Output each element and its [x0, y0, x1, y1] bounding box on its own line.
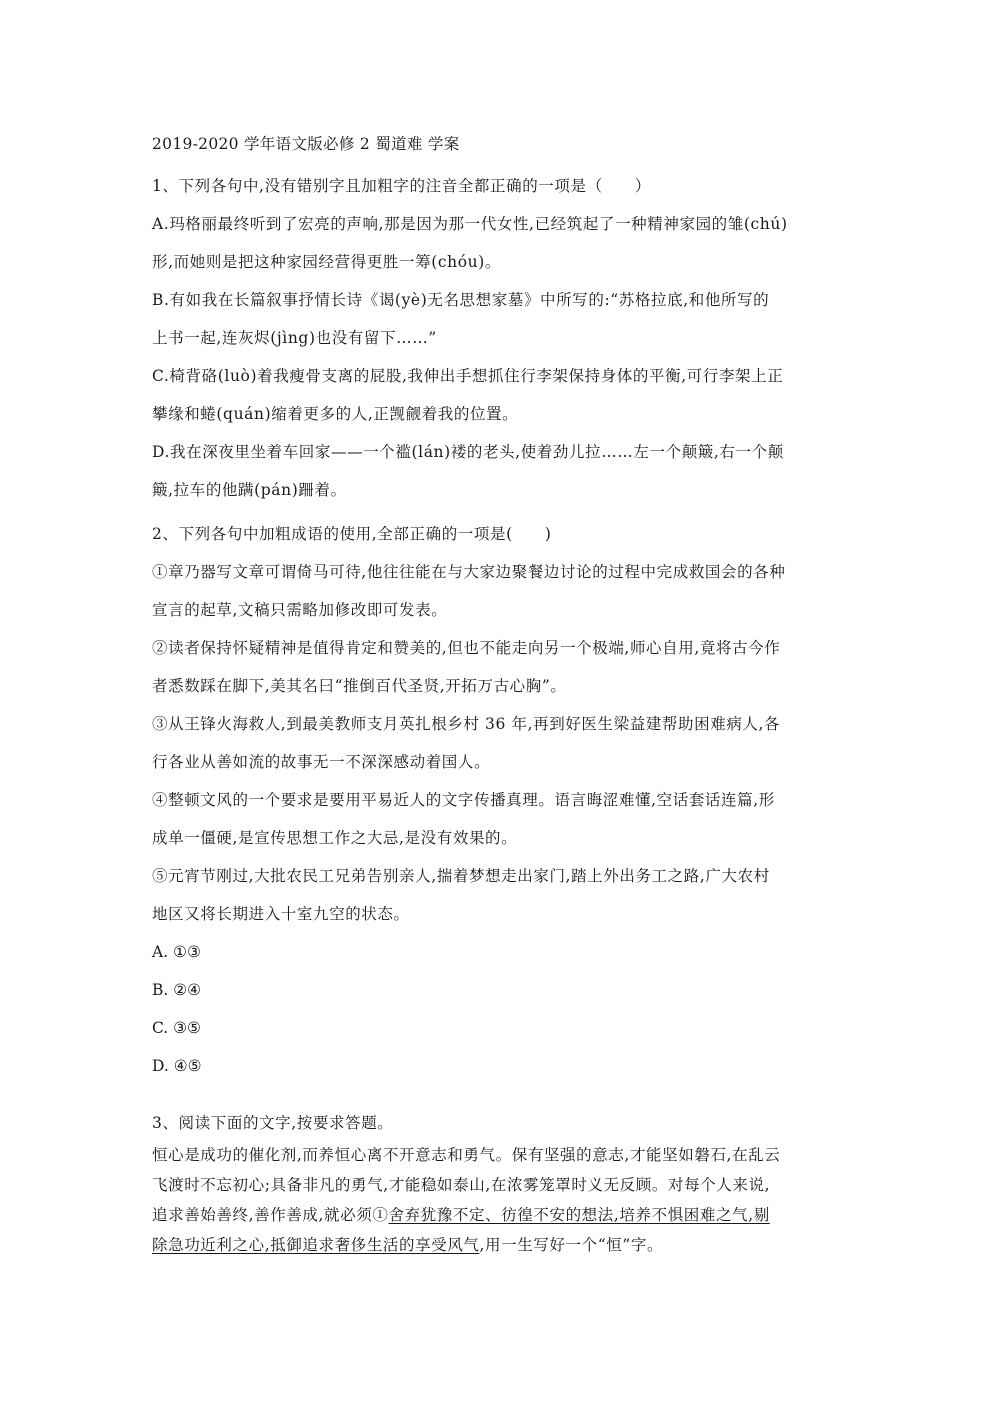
q1-option-d-line-2: 簸,拉车的他蹒(pán)跚着。: [152, 481, 347, 499]
question-3-passage: [152, 1140, 852, 1260]
q2-option-a: A. ①③: [152, 943, 201, 961]
q3-passage-line-3: [152, 1200, 852, 1230]
question-2-stem: 2、下列各句中加粗成语的使用,全部正确的一项是( ): [152, 525, 552, 543]
q2-sentence-5-line-2: 地区又将长期进入十室九空的状态。: [152, 905, 410, 923]
q1-option-a-line-1: A.玛格丽最终听到了宏亮的声响,那是因为那一代女性,已经筑起了一种精神家园的雏(chú): [152, 215, 788, 233]
question-3-stem: 3、阅读下面的文字,按要求答题。: [152, 1114, 394, 1132]
q3-underlined-phrase-part-2: 除急功近利之心,抵御追求奢侈生活的享受风气: [152, 1236, 480, 1254]
q2-sentence-2-line-1: ②读者保持怀疑精神是值得肯定和赞美的,但也不能走向另一个极端,师心自用,竟将古今作: [152, 639, 781, 657]
q2-sentence-1-line-1: ①章乃器写文章可谓倚马可待,他往往能在与大家边聚餐边讨论的过程中完成救国会的各种: [152, 563, 786, 581]
q1-option-a-line-2: 形,而她则是把这种家园经营得更胜一筹(chóu)。: [152, 253, 502, 271]
q3-passage-line-1: 恒心是成功的催化剂,而养恒心离不开意志和勇气。保有坚强的意志,才能坚如磐石,在乱云: [152, 1146, 781, 1164]
q2-sentence-1-line-2: 宣言的起草,文稿只需略加修改即可发表。: [152, 601, 448, 619]
q2-option-b: B. ②④: [152, 981, 202, 999]
q2-sentence-2-line-2: 者悉数踩在脚下,美其名曰“推倒百代圣贤,开拓万古心胸”。: [152, 677, 567, 695]
q2-option-d: D. ④⑤: [152, 1057, 202, 1075]
q1-option-c-line-2: 攀缘和蜷(quán)缩着更多的人,正觊觎着我的位置。: [152, 405, 519, 423]
q1-option-b-line-1: B.有如我在长篇叙事抒情长诗《谒(yè)无名思想家墓》中所写的:“苏格拉底,和他所写的: [152, 291, 770, 309]
q1-option-b-line-2: 上书一起,连灰烬(jìng)也没有留下……”: [152, 329, 437, 347]
q2-sentence-3-line-1: ③从王锋火海救人,到最美教师支月英扎根乡村 36 年,再到好医生梁益建帮助困难病人,各: [152, 715, 781, 733]
question-3: [152, 1104, 852, 1142]
q3-passage-line-4-text: ,用一生写好一个“恒”字。: [479, 1236, 664, 1254]
q2-option-c: C. ③⑤: [152, 1019, 201, 1037]
q2-sentence-4-line-1: ④整顿文风的一个要求是要用平易近人的文字传播真理。语言晦涩难懂,空话套话连篇,形: [152, 791, 775, 809]
q3-underlined-phrase-part-1: 舍弃犹豫不定、彷徨不安的想法,培养不惧困难之气,剔: [388, 1206, 770, 1224]
q3-passage-line-4: [152, 1230, 852, 1260]
question-1: [152, 167, 852, 509]
q2-sentence-5-line-1: ⑤元宵节刚过,大批农民工兄弟告别亲人,揣着梦想走出家门,踏上外出务工之路,广大农村: [152, 867, 770, 885]
question-2: [152, 515, 852, 1085]
document-title: 2019-2020 学年语文版必修 2 蜀道难 学案: [152, 135, 460, 153]
q1-option-c-line-1: C.椅背硌(luò)着我瘦骨支离的屁股,我伸出手想抓住行李架保持身体的平衡,可行李架上正: [152, 367, 784, 385]
q1-option-d-line-1: D.我在深夜里坐着车回家——一个褴(lán)褛的老头,使着劲儿拉……左一个颠簸,右一个颠: [152, 443, 784, 461]
q3-passage-line-2: 飞渡时不忘初心;具备非凡的勇气,才能稳如泰山,在浓雾笼罩时义无反顾。对每个人来说,: [152, 1176, 771, 1194]
q2-sentence-4-line-2: 成单一僵硬,是宣传思想工作之大忌,是没有效果的。: [152, 829, 518, 847]
question-1-stem: 1、下列各句中,没有错别字且加粗字的注音全都正确的一项是（ ）: [152, 177, 651, 195]
q3-passage-line-3-text: 追求善始善终,善作善成,就必须①: [152, 1206, 389, 1224]
q2-sentence-3-line-2: 行各业从善如流的故事无一不深深感动着国人。: [152, 753, 491, 771]
